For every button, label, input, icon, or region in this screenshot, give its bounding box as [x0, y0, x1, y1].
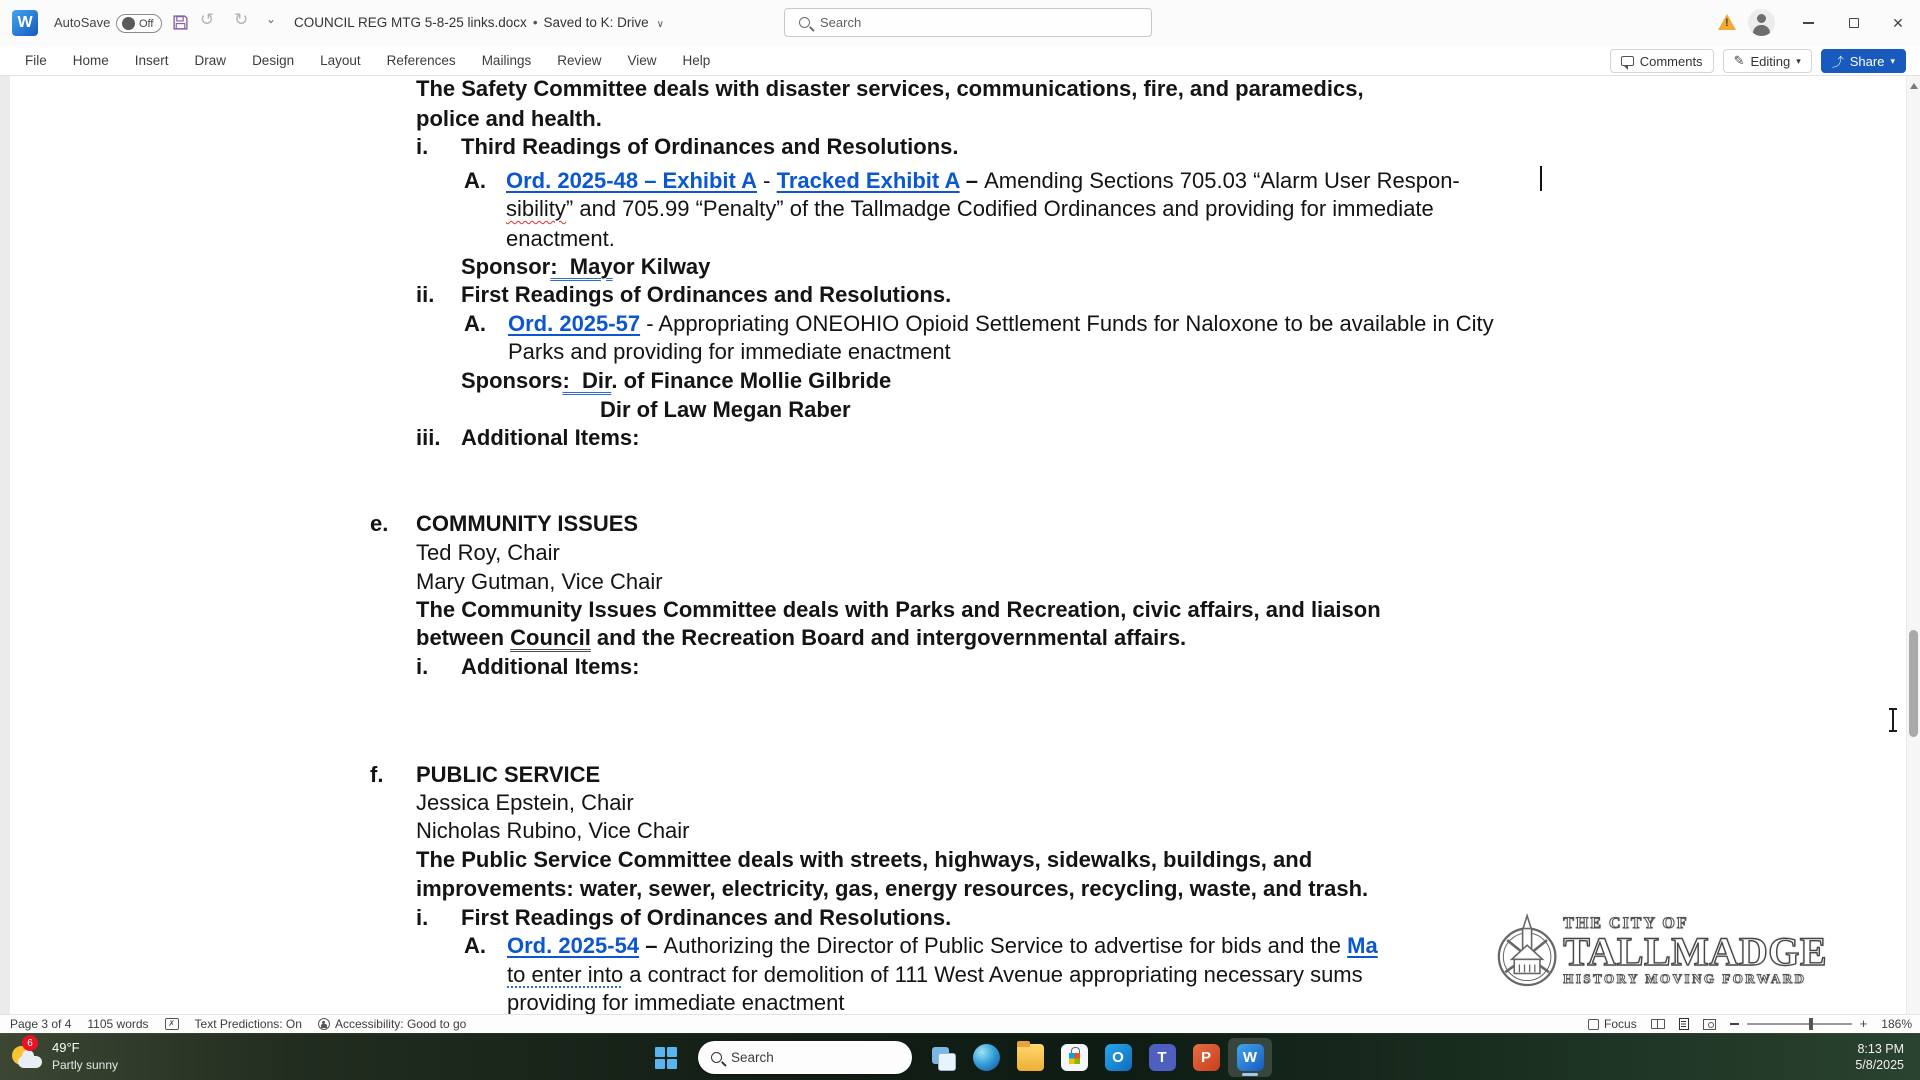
print-layout-icon[interactable]	[1679, 1018, 1689, 1030]
mouse-ibeam-cursor	[1888, 708, 1898, 732]
document-title-text: COUNCIL REG MTG 5-8-25 links.docx	[294, 15, 527, 30]
status-bar	[0, 1014, 1920, 1033]
search-icon	[711, 1052, 722, 1063]
search-placeholder: Search	[820, 15, 862, 30]
undo-icon[interactable]: ↺	[200, 10, 215, 29]
weather-condition: Partly sunny	[52, 1058, 119, 1072]
accessibility-label: Accessibility: Good to go	[334, 1017, 467, 1031]
taskbar-store-icon[interactable]	[1052, 1038, 1096, 1077]
zoom-slider[interactable]	[1747, 1023, 1852, 1024]
word-glyph: W	[1237, 1044, 1264, 1071]
taskbar-outlook-icon[interactable]	[1096, 1038, 1140, 1077]
zoom-in-icon[interactable]: +	[1859, 1016, 1868, 1031]
doc-line-20	[370, 761, 600, 789]
tab-mailings[interactable]: Mailings	[481, 53, 532, 68]
taskbar-clock[interactable]	[1855, 1041, 1904, 1073]
tab-view[interactable]: View	[627, 53, 657, 68]
text-run: COMMUNITY ISSUES	[416, 511, 639, 536]
text-run: A.	[464, 311, 486, 336]
text-run: -	[757, 168, 777, 193]
zoom-control	[1730, 1016, 1868, 1031]
tab-insert[interactable]: Insert	[134, 53, 169, 68]
tallmadge-emblem-icon	[1495, 895, 1559, 1007]
tab-file[interactable]: File	[25, 53, 47, 68]
logo-line1: THE CITY OF	[1563, 915, 1689, 932]
hyperlink[interactable]: Ma	[1347, 933, 1378, 958]
logo-text	[1563, 915, 1827, 987]
text-run: The Public Service Committee deals with streets, highways, sidewalks, buildings, and	[416, 847, 1313, 872]
close-icon: ✕	[1892, 14, 1904, 31]
task-view-glyph	[929, 1044, 956, 1071]
weather-icon	[10, 1038, 44, 1074]
title-dropdown-icon[interactable]: ∨	[656, 19, 664, 30]
text-run: : Dir	[562, 368, 612, 393]
doc-line-15	[416, 539, 560, 567]
taskbar-icons	[920, 1038, 1272, 1077]
search-icon	[799, 17, 810, 28]
clock-time: 8:13 PM	[1857, 1042, 1904, 1056]
doc-line-21	[416, 789, 634, 817]
title-separator: •	[532, 15, 538, 30]
office-search-box[interactable]	[784, 8, 1152, 37]
text-run: iii.	[416, 425, 441, 450]
doc-line-13	[416, 424, 639, 452]
taskbar-search[interactable]	[698, 1041, 912, 1074]
accessibility-status[interactable]	[318, 1017, 466, 1031]
text-run: ii.	[416, 282, 435, 307]
focus-label: Focus	[1604, 1017, 1637, 1031]
doc-line-24	[416, 875, 1368, 903]
weather-widget[interactable]	[10, 1038, 118, 1074]
doc-line-14	[370, 510, 638, 538]
logo-line2: TALLMADGE	[1563, 929, 1827, 974]
ribbon-tabs	[12, 46, 723, 76]
doc-line-5	[506, 195, 1434, 223]
text-run: –	[959, 168, 985, 193]
text-run: to enter into	[507, 962, 624, 987]
share-label: Share	[1849, 53, 1885, 69]
doc-line-12	[600, 396, 851, 424]
hyperlink[interactable]: Ord. 2025-48 – Exhibit A	[506, 168, 758, 193]
text-run: . of Finance Mollie Gilbride	[611, 368, 892, 393]
taskbar-search-placeholder: Search	[731, 1050, 774, 1065]
doc-line-19	[416, 653, 639, 681]
text-run: or Kilway	[612, 254, 711, 279]
tab-review[interactable]: Review	[557, 53, 602, 68]
comments-label: Comments	[1639, 53, 1703, 69]
chevron-down-icon: ▾	[1890, 55, 1895, 66]
doc-line-8	[416, 281, 951, 309]
share-icon: ⤴	[1831, 54, 1844, 69]
doc-line-23	[416, 846, 1312, 874]
comment-icon	[1621, 56, 1634, 66]
account-icon[interactable]	[1748, 9, 1775, 36]
tab-home[interactable]: Home	[72, 53, 109, 68]
text-run: Jessica Epstein, Chair	[416, 790, 634, 815]
text-run: i.	[416, 905, 429, 930]
text-run: Mary Gutman, Vice Chair	[416, 569, 663, 594]
text-run: improvements: water, sewer, electricity, gas, energy resources, recycling, waste, and trash.	[416, 876, 1369, 901]
teams-glyph: T	[1149, 1044, 1176, 1071]
comments-button[interactable]	[1610, 49, 1714, 73]
tab-layout[interactable]: Layout	[320, 53, 361, 68]
weather-temp: 49°F	[52, 1040, 80, 1055]
clock-date: 5/8/2025	[1855, 1058, 1904, 1072]
focus-mode-button[interactable]	[1588, 1017, 1637, 1031]
tallmadge-logo	[1495, 894, 1827, 1008]
title-bar	[0, 0, 1920, 46]
focus-icon	[1588, 1019, 1599, 1030]
zoom-level[interactable]: 186%	[1881, 1017, 1912, 1031]
logo-line3: HISTORY MOVING FORWARD	[1563, 971, 1807, 986]
text-run: Parks and providing for immediate enactment	[508, 339, 951, 364]
text-run: f.	[370, 762, 384, 787]
status-right	[1588, 1015, 1912, 1033]
doc-line-7	[461, 253, 710, 281]
editing-mode-button[interactable]	[1723, 49, 1812, 73]
text-run: a contract for demolition of 111 West Avenue appropriating necessary sums	[623, 962, 1363, 987]
taskbar-file-explorer-icon[interactable]	[1008, 1038, 1052, 1077]
scrollbar-thumb[interactable]	[1909, 630, 1918, 737]
taskbar-edge-icon[interactable]	[964, 1038, 1008, 1077]
text-run: First Readings of Ordinances and Resolutions.	[461, 905, 952, 930]
autosave-toggle[interactable]	[116, 14, 162, 33]
taskbar	[0, 1033, 1920, 1080]
taskbar-powerpoint-icon[interactable]	[1184, 1038, 1228, 1077]
redo-icon[interactable]: ↻	[234, 10, 249, 29]
text-run: A.	[464, 168, 486, 193]
doc-line-11	[461, 367, 891, 395]
hyperlink[interactable]: Ord. 2025-57	[508, 311, 641, 336]
edge-glyph	[973, 1044, 1000, 1071]
share-button[interactable]	[1821, 49, 1906, 73]
text-run: Additional Items:	[461, 654, 640, 679]
doc-line-17	[416, 596, 1381, 624]
text-run: and the Recreation Board and intergovernmental affairs.	[590, 625, 1187, 650]
text-run: Third Readings of Ordinances and Resolutions.	[461, 134, 959, 159]
doc-line-25	[416, 904, 951, 932]
text-run: police and health.	[416, 106, 602, 131]
proofing-errors-icon[interactable]: ✗	[165, 1018, 179, 1030]
text-run: Council	[510, 625, 591, 650]
doc-line-6	[506, 225, 615, 253]
text-run: e.	[370, 511, 389, 536]
read-mode-icon[interactable]	[1651, 1019, 1665, 1029]
text-predictions[interactable]: Text Predictions: On	[194, 1017, 302, 1031]
text-run: Amending Sections 705.03 “Alarm User Respon-	[984, 168, 1460, 193]
tab-draw[interactable]: Draw	[194, 53, 227, 68]
doc-line-9	[464, 310, 1494, 338]
powerpoint-glyph: P	[1193, 1044, 1220, 1071]
web-layout-icon[interactable]	[1703, 1019, 1716, 1030]
doc-line-1	[416, 76, 1364, 103]
page-indicator[interactable]: Page 3 of 4	[10, 1017, 72, 1031]
doc-line-16	[416, 568, 663, 596]
text-run: Sponsor	[461, 254, 551, 279]
file-explorer-glyph	[1017, 1044, 1044, 1071]
active-app-indicator	[1242, 1073, 1258, 1076]
ribbon-right-controls	[1610, 49, 1906, 73]
text-run: ” and 705.99 “Penalty” of the Tallmadge Codified Ordinances and providing for immediate	[565, 196, 1434, 221]
text-run: The Safety Committee deals with disaster services, communications, fire, and paramedics,	[416, 76, 1364, 101]
tab-help[interactable]: Help	[682, 53, 711, 68]
text-run: : May	[550, 254, 613, 279]
close-button[interactable]	[1876, 0, 1920, 46]
text-run: A.	[464, 933, 486, 958]
doc-line-18	[416, 624, 1186, 652]
taskbar-word-icon[interactable]	[1228, 1038, 1272, 1077]
warning-icon[interactable]	[1718, 14, 1736, 30]
text-run: enactment.	[506, 226, 615, 251]
save-icon[interactable]	[172, 14, 189, 36]
autosave-label: AutoSave	[54, 15, 111, 30]
left-gutter	[0, 76, 10, 1014]
tab-references[interactable]: References	[386, 53, 456, 68]
outlook-glyph: O	[1105, 1044, 1132, 1071]
document-canvas[interactable]	[0, 76, 1920, 1014]
doc-line-4	[464, 167, 1460, 195]
text-run: i.	[416, 134, 429, 159]
text-run: Sponsors	[461, 368, 563, 393]
doc-line-27	[507, 961, 1363, 989]
doc-line-22	[416, 817, 690, 845]
minimize-button[interactable]	[1786, 0, 1830, 46]
word-app-icon: W	[12, 10, 38, 36]
doc-line-26	[464, 932, 1378, 960]
toggle-knob-icon	[122, 17, 135, 30]
doc-line-2	[416, 105, 602, 133]
chevron-down-icon: ▾	[1796, 55, 1801, 66]
text-run: –	[639, 933, 664, 958]
text-run: sibility	[506, 196, 566, 221]
text-run: First Readings of Ordinances and Resolutions.	[461, 282, 952, 307]
text-run: between	[416, 625, 511, 650]
doc-line-28	[507, 989, 845, 1014]
text-run: i.	[416, 654, 429, 679]
zoom-slider-thumb[interactable]	[1809, 1018, 1813, 1030]
status-left	[10, 1015, 466, 1033]
scroll-up-icon[interactable]	[1910, 83, 1918, 89]
pencil-icon: ✎	[1733, 53, 1745, 68]
tab-design[interactable]: Design	[252, 53, 295, 68]
word-count[interactable]: 1105 words	[87, 1017, 149, 1031]
doc-line-3	[416, 133, 959, 161]
saved-status[interactable]: Saved to K: Drive	[543, 15, 649, 30]
hyperlink[interactable]: Ord. 2025-54	[507, 933, 640, 958]
restore-icon	[1849, 18, 1859, 28]
start-button[interactable]	[655, 1047, 677, 1069]
text-run: Dir of Law Megan Raber	[600, 397, 851, 422]
notification-badge: 6	[22, 1035, 38, 1051]
text-run: Ted Roy, Chair	[416, 540, 560, 565]
text-run: Authorizing the Director of Public Service to advertise for bids and the	[663, 933, 1348, 958]
quick-access-dropdown-icon[interactable]: ⌄	[266, 12, 277, 26]
text-run: The Community Issues Committee deals with Parks and Recreation, civic affairs, and liaison	[416, 597, 1381, 622]
vertical-scrollbar[interactable]	[1906, 76, 1920, 1014]
doc-line-10	[508, 338, 951, 366]
hyperlink[interactable]: Tracked Exhibit A	[776, 168, 960, 193]
store-glyph	[1061, 1044, 1088, 1071]
text-run: PUBLIC SERVICE	[416, 762, 601, 787]
ribbon-tab-row	[0, 46, 1920, 76]
text-run: Additional Items:	[461, 425, 640, 450]
minimize-icon	[1803, 22, 1814, 23]
autosave-state: Off	[139, 17, 154, 30]
restore-button[interactable]	[1832, 0, 1876, 46]
text-cursor	[1540, 166, 1542, 191]
taskbar-task-view-icon[interactable]	[920, 1038, 964, 1077]
zoom-out-icon[interactable]	[1730, 1023, 1739, 1024]
accessibility-icon	[318, 1018, 330, 1030]
cloud-icon	[18, 1056, 42, 1068]
taskbar-teams-icon[interactable]	[1140, 1038, 1184, 1077]
document-title	[294, 0, 664, 46]
editing-label: Editing	[1750, 53, 1791, 69]
text-run: - Appropriating ONEOHIO Opioid Settlement Funds for Naloxone to be available in City	[640, 311, 1494, 336]
text-run: providing for immediate enactment	[507, 990, 845, 1014]
text-run: Nicholas Rubino, Vice Chair	[416, 818, 690, 843]
